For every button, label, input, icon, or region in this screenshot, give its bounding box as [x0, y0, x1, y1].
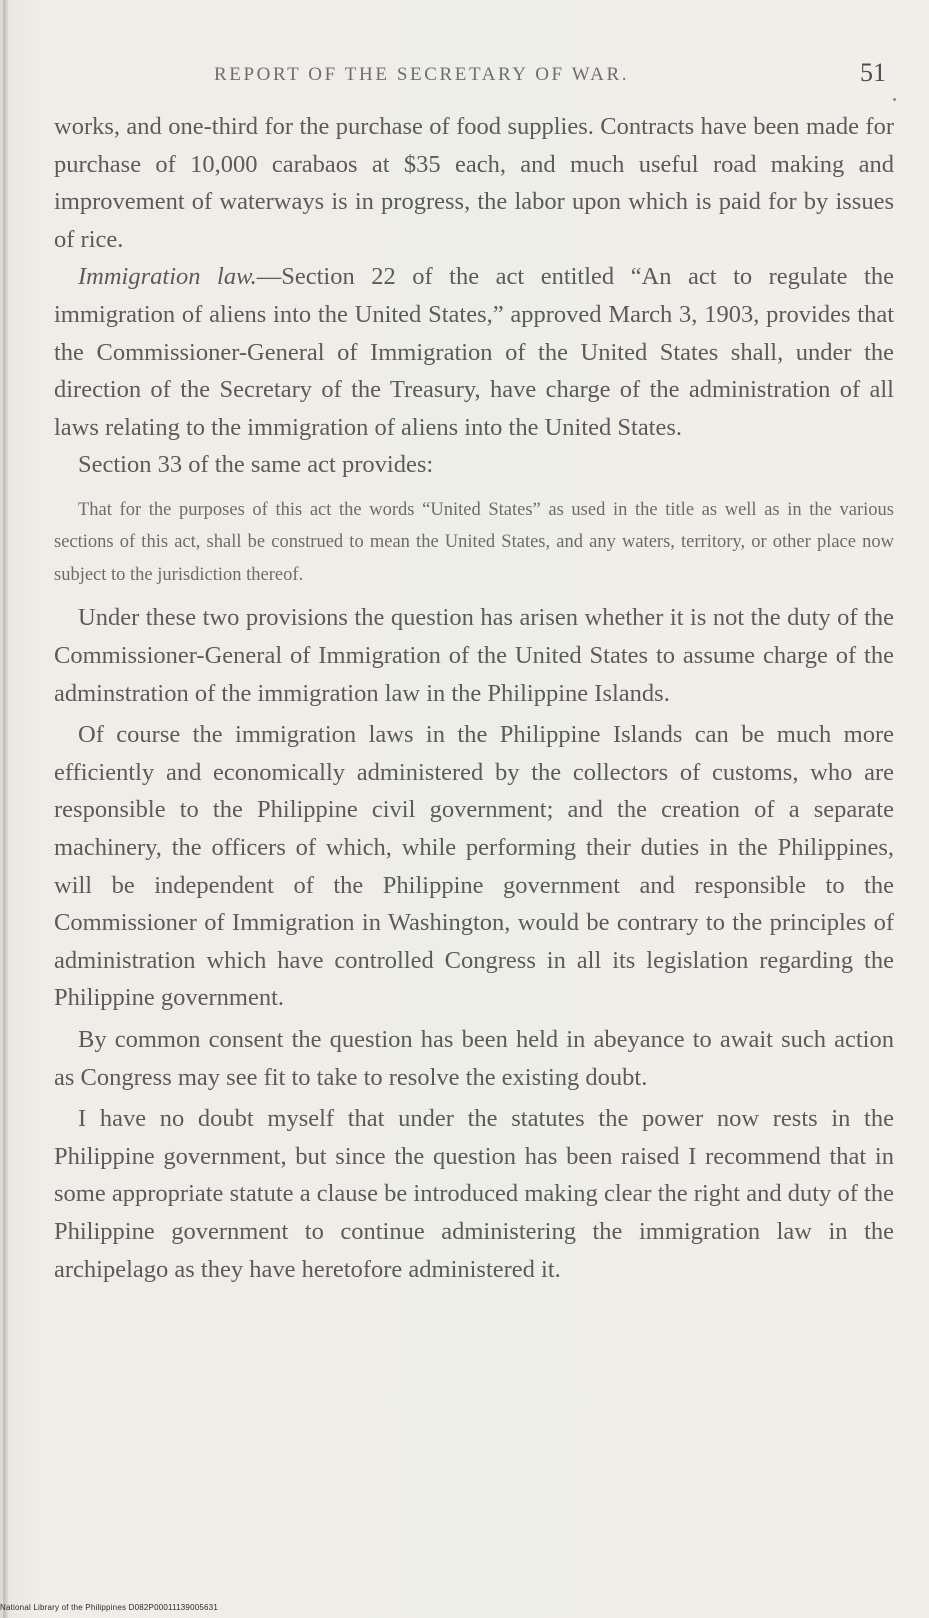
paragraph-recommendation: I have no doubt myself that under the statutes the power now rests in the Philippine government, but since the question has been raised I recommend that in some appropriate statute a clause be introduced making clear the right and duty of the Philippine government to continue administering the immigration law in the archipelago as they have heretofore administered it. [54, 1105, 894, 1283]
scan-footer-label: National Library of the Philippines D082P00011139005631 [0, 1603, 218, 1612]
section-heading-italic: Immigration law. [78, 263, 257, 291]
paragraph-common-consent: By common consent the question has been held in abeyance to await such action as Congress may see fit to take to resolve the existing doubt. [54, 1025, 894, 1091]
body-text [54, 108, 894, 1288]
paragraph-immigration-law-text: —Section 22 of the act entitled “An act to regulate the immigration of aliens into the United States,” approved March 3, 1903, provides that the Commissioner-General of Immigration of the United States shall, under the direction of the Secretary of the Treasury, have charge of the administration of all laws relating to the immigration of aliens into the United States. [54, 263, 894, 441]
page-header [54, 58, 896, 92]
paragraph-provisions: Under these two provisions the question has arisen whether it is not the duty of the Commissioner-General of Immigration of the United States to assume charge of the adminstration of the immigration law in the Philippine Islands. [54, 604, 894, 707]
paragraph-immigration-law [54, 258, 894, 446]
page-binding-edge [3, 0, 8, 1618]
paragraph-section-33: Section 33 of the same act provides: [78, 451, 434, 479]
block-quote: That for the purposes of this act the words “United States” as used in the title as well as in the various sections of this act, shall be construed to mean the United States, and any waters, territory, or other place now subject to the jurisdiction thereof. [54, 499, 894, 585]
scan-speck [893, 98, 896, 101]
paragraph-continuation: works, and one-third for the purchase of food supplies. Contracts have been made for purchase of 10,000 carabaos at $35 each, and much useful road making and improvement of waterways is in progress, the labor upon which is paid for by issues of rice. [54, 113, 894, 253]
paragraph-of-course: Of course the immigration laws in the Philippine Islands can be much more efficiently and economically administered by the collectors of customs, who are responsible to the Philippine civil government; and the creation of a separate machinery, the officers of which, while performing their duties in the Philippines, will be independent of the Philippine government and responsible to the Commissioner of Immigration in Washington, would be contrary to the principles of administration which have controlled Congress in all its legislation regarding the Philippine government. [54, 721, 894, 1012]
page-number: 51 [860, 58, 886, 87]
running-head: REPORT OF THE SECRETARY OF WAR. [214, 64, 630, 85]
